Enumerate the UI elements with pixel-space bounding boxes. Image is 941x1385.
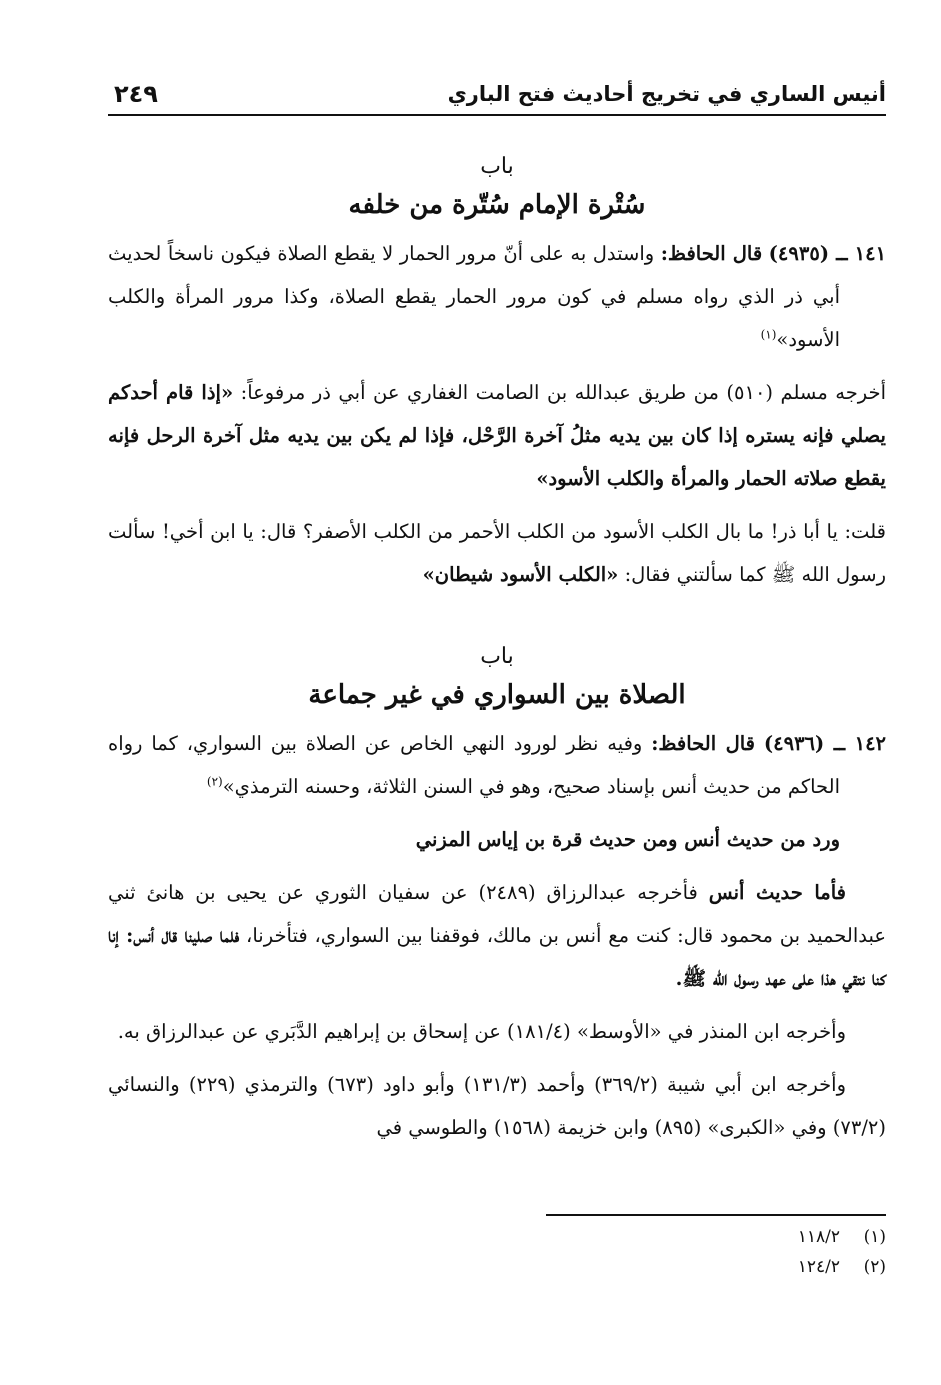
paragraph-lead: فأما حديث أنس [708, 881, 846, 904]
paragraph-text: أخرجه مسلم (٥١٠) من طريق عبدالله بن الصامت الغفاري عن أبي ذر مرفوعاً: [240, 381, 886, 404]
footnote-number: (٢) [863, 1257, 886, 1277]
page-body [108, 140, 886, 1159]
hadith-entry-142 [108, 722, 886, 808]
footnote-ref: (١) [760, 327, 777, 342]
entry-number: ١٤٢ ــ (٤٩٣٦) [763, 732, 887, 755]
entry-label: قال الحافظ: [651, 732, 756, 755]
paragraph-text: فأخرجه عبدالرزاق (٢٤٨٩) عن سفيان الثوري عن يحيى بن هانئ ثني عبدالحميد بن محمود قال: كنت مع أنس بن مالك، فوقفنا بين السواري، فتأخرنا، [108, 881, 887, 947]
entry-text: وفيه نظر لورود النهي الخاص عن الصلاة بين السواري، كما رواه الحاكم من حديث أنس بإسناد صحيح، وهو في السنن الثلاثة، وحسنه الترمذي» [108, 732, 840, 798]
footnote-text: ١٢٤/٢ [797, 1257, 840, 1277]
page-number: ٢٤٩ [114, 80, 158, 108]
dialogue-paragraph [108, 510, 886, 596]
entry-number: ١٤١ ــ (٤٩٣٥) [768, 242, 887, 265]
shayba-paragraph: وأخرجه ابن أبي شيبة (٣٦٩/٢) وأحمد (١٣١/٣) وأبو داود (٦٧٣) والترمذي (٢٢٩) والنسائي (٧٣/٢) وفي «الكبرى» (٨٩٥) وابن خزيمة (١٥٦٨) والطوسي في [108, 1073, 886, 1139]
running-header [108, 78, 886, 116]
section-label: باب [480, 154, 514, 179]
paragraph-text: قلت: يا أبا ذر! ما بال الكلب الأسود من الكلب الأحمر من الكلب الأصفر؟ قال: يا ابن أخي! سألت رسول الله ﷺ كما سألتني فقال: [108, 520, 886, 586]
hadith-text: «إذا قام أحدكم يصلي فإنه يستره إذا كان بين يديه مثلُ آخرة الرَّحْل، فإذا لم يكن بين يديه مثل آخرة الرحل فإنه يقطع صلاته الحمار والمرأة والكلب الأسود» [108, 381, 886, 490]
mundhir-paragraph: وأخرجه ابن المنذر في «الأوسط» (١٨١/٤) عن إسحاق بن إبراهيم الدَّبَري عن عبدالرزاق به. [117, 1020, 846, 1043]
footnote-number: (١) [863, 1227, 886, 1247]
section-2 [108, 640, 886, 1149]
takhrij-paragraph [108, 371, 886, 500]
subheading: ورد من حديث أنس ومن حديث قرة بن إياس المزني [415, 828, 840, 851]
hadith-text: «الكلب الأسود شيطان» [422, 563, 619, 586]
footnote-separator [546, 1214, 886, 1216]
hadith-text: فلما صلينا قال أنس: إنا كنا نتقي هذا على عهد رسول الله ﷺ. [108, 924, 886, 990]
footnote-ref: (٢) [206, 774, 223, 789]
hadith-entry-141 [108, 232, 886, 361]
section-title: سُتْرة الإمام سُتّرة من خلفه [348, 190, 646, 220]
footnote-1 [506, 1222, 886, 1252]
entry-text: واستدل به على أنّ مرور الحمار لا يقطع الصلاة فيكون ناسخاً لحديث أبي ذر الذي رواه مسلم في كون مرور الحمار يقطع الصلاة، وكذا مرور المرأة والكلب الأسود» [108, 242, 840, 351]
section-label: باب [480, 644, 514, 669]
anas-paragraph [108, 871, 886, 1000]
entry-label: قال الحافظ: [660, 242, 763, 265]
section-title: الصلاة بين السواري في غير جماعة [308, 680, 686, 710]
book-title: أنيس الساري في تخريج أحاديث فتح الباري [447, 82, 886, 106]
footnote-text: ١١٨/٢ [797, 1227, 840, 1247]
footnotes [506, 1222, 886, 1282]
footnote-2 [506, 1252, 886, 1282]
